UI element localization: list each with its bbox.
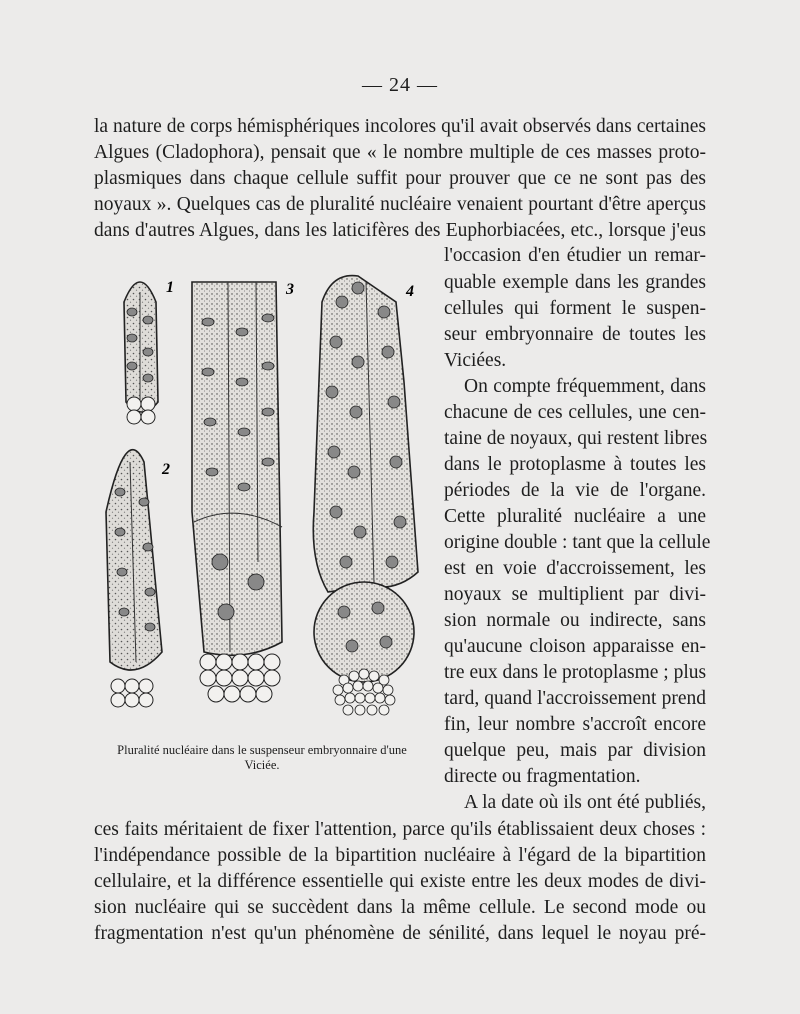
figure	[96, 262, 436, 732]
side-line: directe ou fragmentation.	[444, 766, 641, 787]
side-line: périodes de la vie de l'organe.	[444, 480, 706, 501]
body-line: sion nucléaire qui se succèdent dans la même cellule. Le second mode ou	[94, 897, 706, 918]
side-line: Viciées.	[444, 350, 507, 371]
body-line: Algues (Cladophora), pensait que « le nombre multiple de ces masses proto-	[94, 142, 706, 163]
side-line: seur embryonnaire de toutes les	[444, 324, 706, 345]
side-line: dans le protoplasme à toutes les	[444, 454, 706, 475]
side-line: chacune de ces cellules, une cen-	[444, 402, 706, 423]
page-number: — 24 —	[362, 74, 438, 96]
body-line: l'indépendance possible de la bipartition nucléaire à l'égard de la bipartition	[94, 845, 706, 866]
body-line: ces faits méritaient de fixer l'attention, parce qu'ils établissaient deux choses :	[94, 819, 706, 840]
body-line: dans d'autres Algues, dans les laticifères des Euphorbiacées, etc., lorsque j'eus	[94, 220, 706, 241]
side-line: noyaux se multiplient par divi-	[444, 584, 706, 605]
figure-1-cell	[124, 282, 158, 424]
figure-3-cell	[192, 282, 282, 702]
suspensor-illustration	[96, 262, 436, 732]
figure-label-4: 4	[406, 283, 414, 300]
side-line: tard, quand l'accroissement prend	[444, 688, 706, 709]
figure-label-2: 2	[162, 461, 170, 478]
figure-caption: Pluralité nucléaire dans le suspenseur embryonnaire d'une Viciée.	[117, 743, 407, 772]
side-line: qu'aucune cloison apparaisse en-	[444, 636, 706, 657]
body-line: noyaux ». Quelques cas de pluralité nucléaire venaient pourtant d'être aperçus	[94, 194, 706, 215]
side-line: sion normale ou indirecte, sans	[444, 610, 706, 631]
side-line: On compte fréquemment, dans	[464, 376, 706, 397]
body-line: fragmentation n'est qu'un phénomène de sénilité, dans lequel le noyau pré-	[94, 923, 706, 944]
figure-label-3: 3	[286, 281, 294, 298]
side-line: tre eux dans le protoplasme ; plus	[444, 662, 707, 683]
side-line: Cette pluralité nucléaire a une	[444, 506, 706, 527]
figure-2-cell	[106, 450, 162, 707]
side-line: origine double : tant que la cellule	[444, 532, 711, 553]
side-line: l'occasion d'en étudier un remar-	[444, 245, 706, 266]
side-line: quelque peu, mais par division	[444, 740, 706, 761]
side-line: cellules qui forment le suspen-	[444, 298, 706, 319]
side-line: taine de noyaux, qui restent libres	[444, 428, 708, 449]
side-line: fin, leur nombre s'accroît encore	[444, 714, 706, 735]
side-line: quable exemple dans les grandes	[444, 272, 706, 293]
figure-label-1: 1	[166, 279, 174, 296]
side-line: est en voie d'accroissement, les	[444, 558, 706, 579]
figure-4-cell	[313, 276, 418, 715]
body-line: cellulaire, et la différence essentielle qui existe entre les deux modes de divi-	[94, 871, 706, 892]
body-line: la nature de corps hémisphériques incolores qu'il avait observés dans certaines	[94, 116, 706, 137]
side-line: A la date où ils ont été publiés,	[464, 792, 706, 813]
body-line: plasmiques dans chaque cellule suffit pour prouver que ce ne sont pas des	[94, 168, 706, 189]
